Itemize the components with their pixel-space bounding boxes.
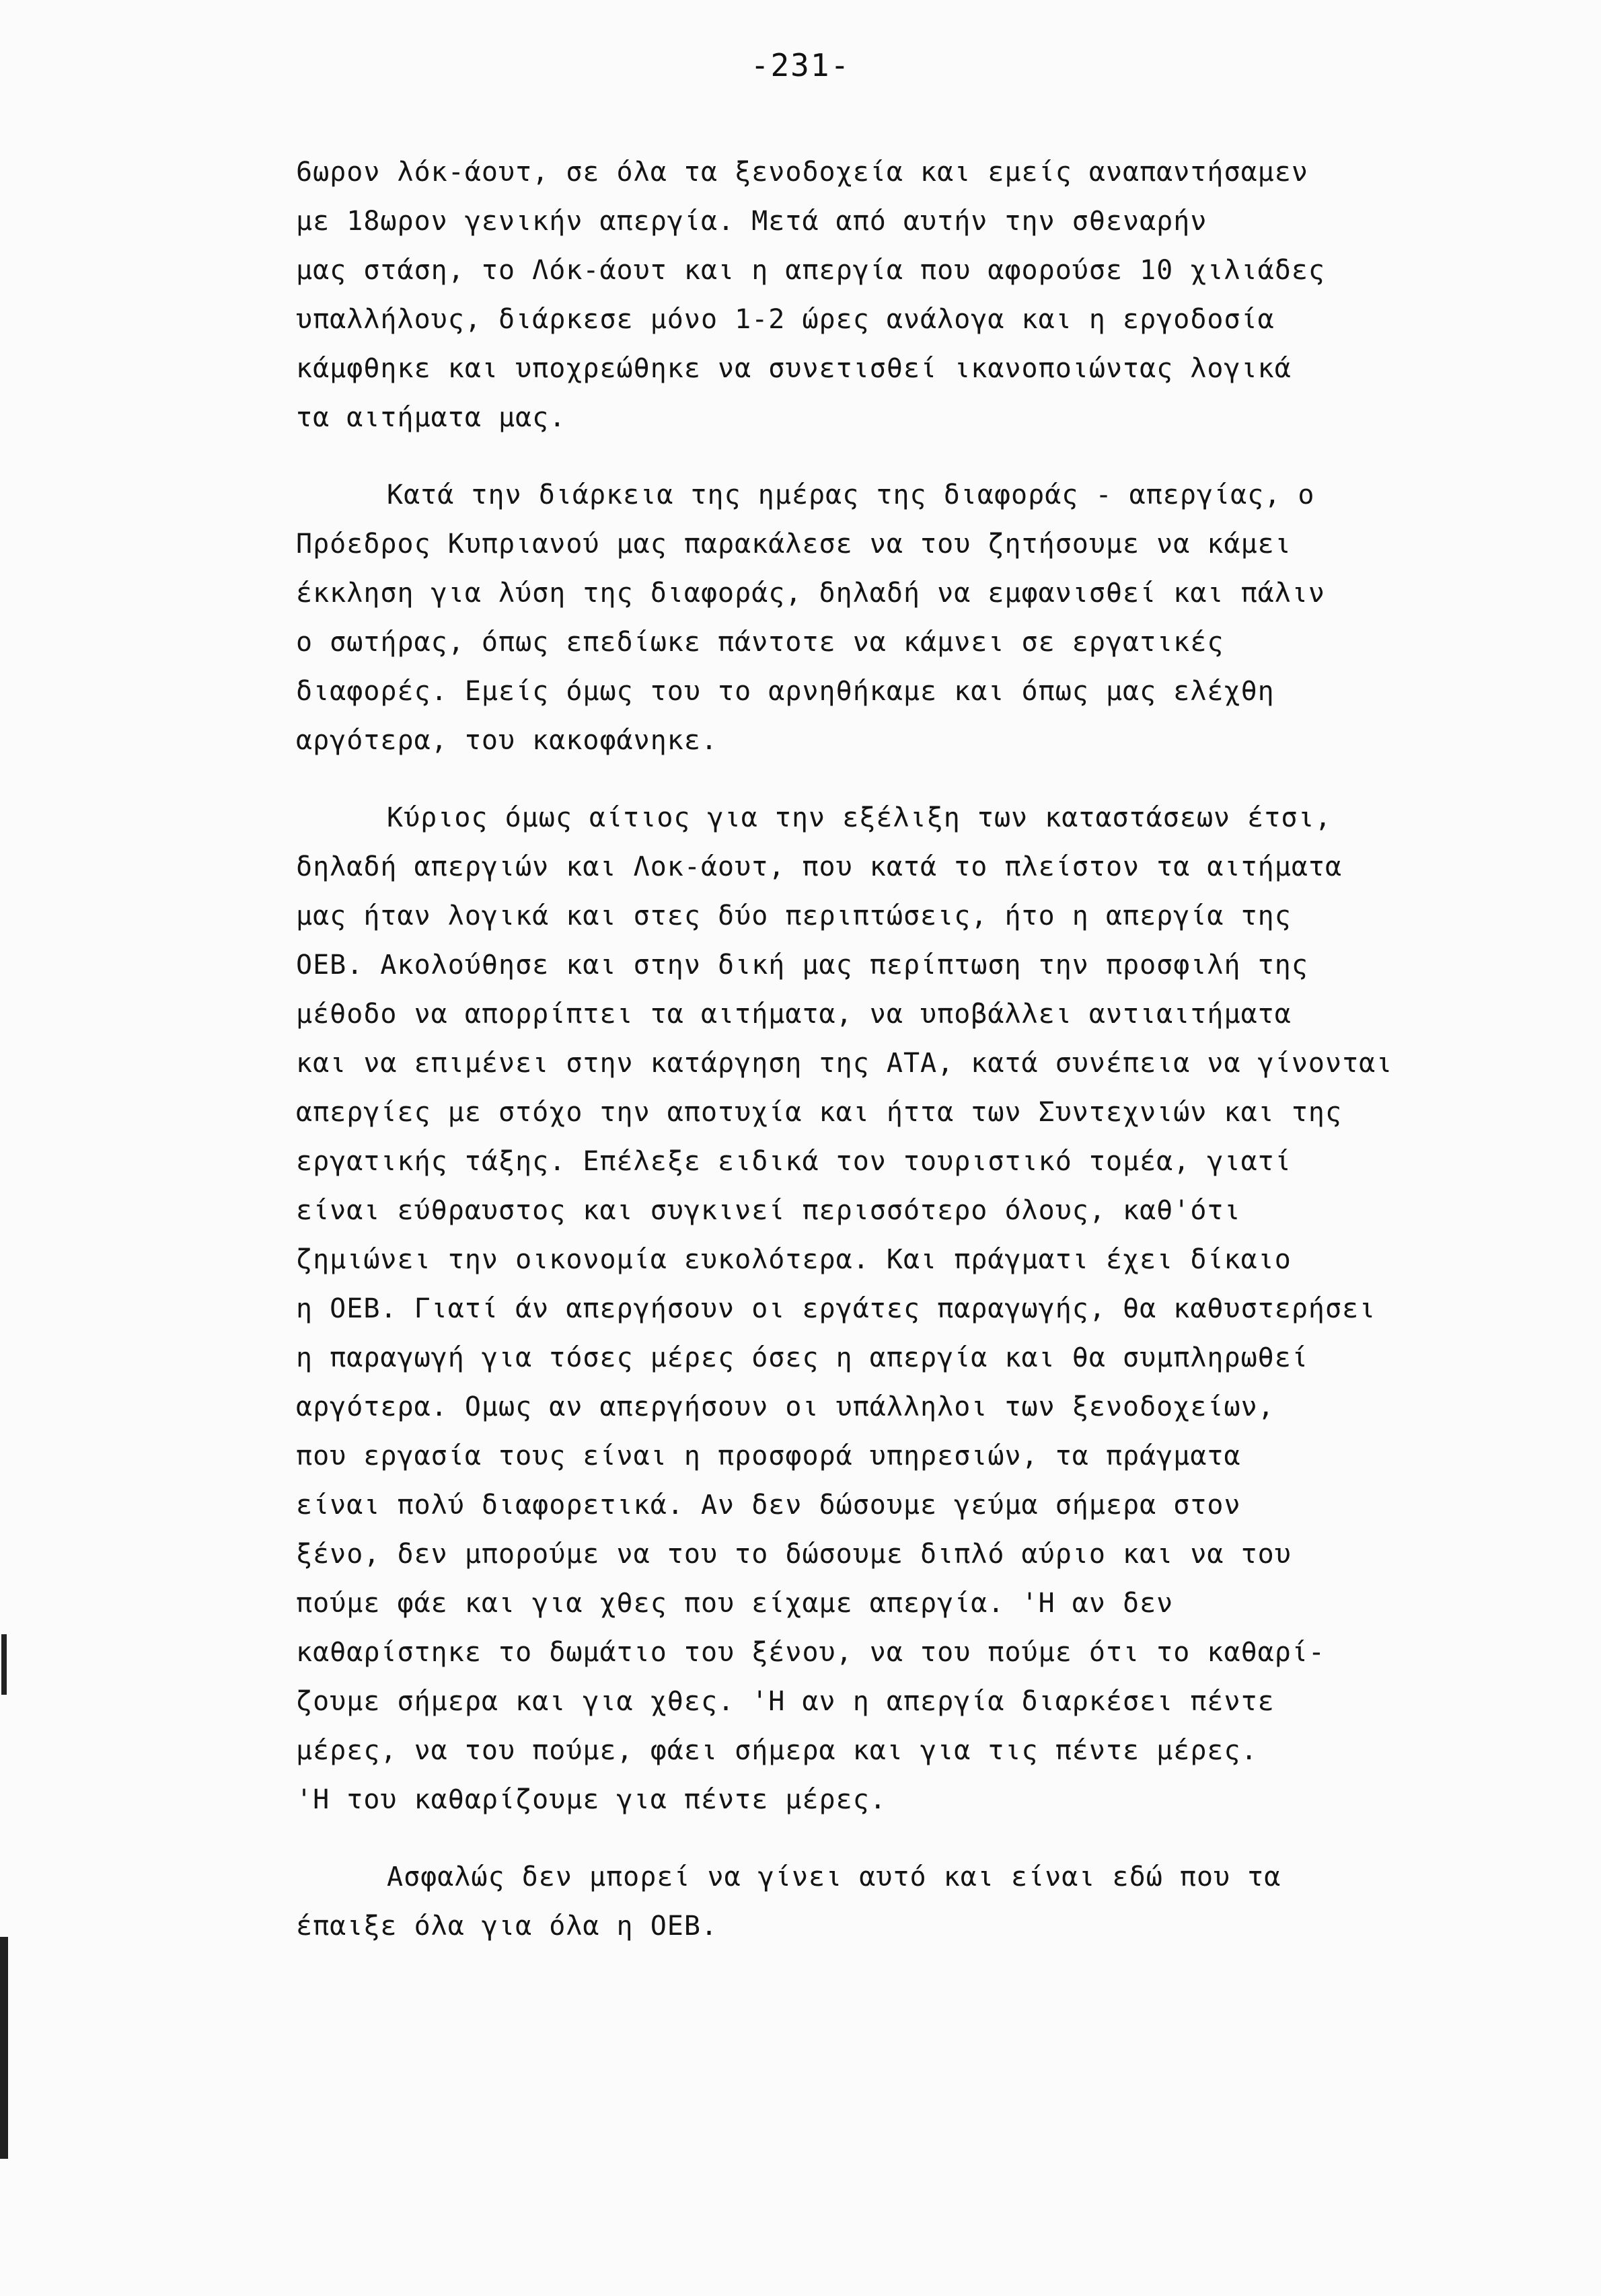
text-line: και να επιμένει στην κατάργηση της ΑΤΑ, κατά συνέπεια να γίνονται (296, 1048, 1393, 1079)
text-line: ξένο, δεν μπορούμε να του το δώσουμε διπλό αύριο και να του (296, 1539, 1292, 1570)
page-number: -231- (750, 47, 851, 83)
text-line: μας στάση, το Λόκ-άουτ και η απεργία που αφορούσε 10 χιλιάδες (296, 255, 1326, 286)
text-line: απεργίες με στόχο την αποτυχία και ήττα των Συντεχνιών και της (296, 1097, 1343, 1128)
paragraph (296, 148, 1574, 443)
text-line: που εργασία τους είναι η προσφορά υπηρεσιών, τα πράγματα (296, 1441, 1241, 1471)
text-line: Κύριος όμως αίτιος για την εξέλιξη των καταστάσεων έτσι, (387, 802, 1332, 833)
text-line: με 18ωρον γενικήν απεργία. Μετά από αυτήν την σθεναρήν (296, 206, 1207, 237)
text-line: ΟΕΒ. Ακολούθησε και στην δική μας περίπτωση την προσφιλή της (296, 950, 1308, 981)
scan-margin-mark (1, 1634, 7, 1695)
text-line: τα αιτήματα μας. (296, 402, 566, 433)
paragraph (296, 1853, 1574, 1951)
text-line: είναι πολύ διαφορετικά. Αν δεν δώσουμε γεύμα σήμερα στον (296, 1490, 1241, 1521)
text-line: καθαρίστηκε το δωμάτιο του ξένου, να του πούμε ότι το καθαρί- (296, 1637, 1326, 1668)
document-body (296, 148, 1574, 1951)
text-line: μέθοδο να απορρίπτει τα αιτήματα, να υποβάλλει αντιαιτήματα (296, 999, 1292, 1030)
scan-margin-mark (0, 1937, 8, 2159)
text-line: διαφορές. Εμείς όμως του το αρνηθήκαμε και όπως μας ελέχθη (296, 676, 1275, 707)
text-line: ο σωτήρας, όπως επεδίωκε πάντοτε να κάμνει σε εργατικές (296, 627, 1224, 658)
text-line: μας ήταν λογικά και στες δύο περιπτώσεις, ήτο η απεργία της (296, 901, 1292, 931)
text-line: ζημιώνει την οικονομία ευκολότερα. Και πράγματι έχει δίκαιο (296, 1244, 1292, 1275)
text-line: Ασφαλώς δεν μπορεί να γίνει αυτό και είναι εδώ που τα (387, 1862, 1281, 1892)
text-line: 'Η του καθαρίζουμε για πέντε μέρες. (296, 1784, 887, 1815)
text-line: αργότερα. Ομως αν απεργήσουν οι υπάλληλοι των ξενοδοχείων, (296, 1391, 1275, 1422)
text-line: μέρες, να του πούμε, φάει σήμερα και για τις πέντε μέρες. (296, 1735, 1258, 1766)
text-line: είναι εύθραυστος και συγκινεί περισσότερο όλους, καθ'ότι (296, 1195, 1241, 1226)
text-line: Κατά την διάρκεια της ημέρας της διαφοράς - απεργίας, ο (387, 480, 1315, 510)
text-line: κάμφθηκε και υποχρεώθηκε να συνετισθεί ικανοποιώντας λογικά (296, 353, 1292, 384)
text-line: αργότερα, του κακοφάνηκε. (296, 725, 718, 756)
text-line: η ΟΕΒ. Γιατί άν απεργήσουν οι εργάτες παραγωγής, θα καθυστερήσει (296, 1293, 1376, 1324)
text-line: έπαιξε όλα για όλα η ΟΕΒ. (296, 1911, 718, 1942)
text-line: η παραγωγή για τόσες μέρες όσες η απεργία και θα συμπληρωθεί (296, 1342, 1308, 1373)
paragraph (296, 794, 1574, 1825)
text-line: 6ωρον λόκ-άουτ, σε όλα τα ξενοδοχεία και εμείς αναπαντήσαμεν (296, 157, 1308, 188)
text-line: ζουμε σήμερα και για χθες. 'Η αν η απεργία διαρκέσει πέντε (296, 1686, 1275, 1717)
text-line: Πρόεδρος Κυπριανού μας παρακάλεσε να του ζητήσουμε να κάμει (296, 529, 1292, 560)
text-line: υπαλλήλους, διάρκεσε μόνο 1-2 ώρες ανάλογα και η εργοδοσία (296, 304, 1275, 335)
text-line: δηλαδή απεργιών και Λοκ-άουτ, που κατά το πλείστον τα αιτήματα (296, 851, 1343, 882)
paragraph (296, 471, 1574, 765)
text-line: πούμε φάε και για χθες που είχαμε απεργία. 'Η αν δεν (296, 1588, 1174, 1619)
text-line: εργατικής τάξης. Επέλεξε ειδικά τον τουριστικό τομέα, γιατί (296, 1146, 1292, 1177)
text-line: έκκληση για λύση της διαφοράς, δηλαδή να εμφανισθεί και πάλιν (296, 578, 1326, 609)
